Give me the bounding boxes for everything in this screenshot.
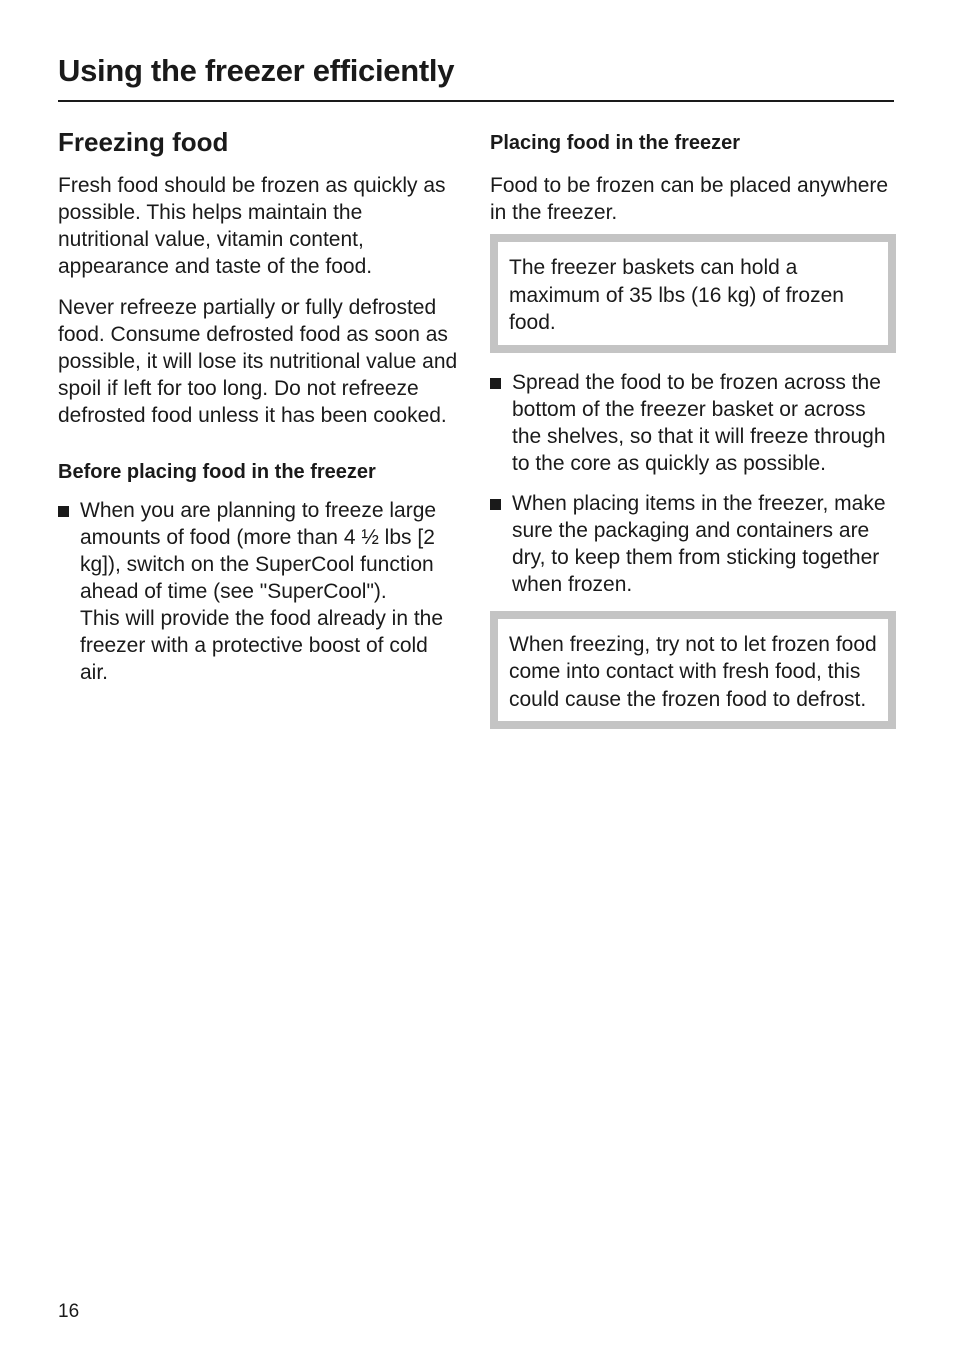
paragraph-never-refreeze: Never refreeze partially or fully defrosted food. Consume defrosted food as soon as possible, it will lose its nutritional value and spoil if left for too long. Do not refreeze defrosted food unless it has been cooked. bbox=[58, 296, 458, 427]
list-item bbox=[58, 497, 458, 686]
left-column bbox=[58, 126, 458, 699]
bullet-text-spread-food: Spread the food to be frozen across the bottom of the freezer basket or across the shelves, so that it will freeze through to the core as quickly as possible. bbox=[512, 370, 886, 475]
paragraph-placed-anywhere: Food to be frozen can be placed anywhere in the freezer. bbox=[490, 174, 889, 224]
right-column bbox=[490, 126, 896, 745]
bullet-text-dry-packaging: When placing items in the freezer, make sure the packaging and containers are dry, to keep them from sticking together when frozen. bbox=[512, 491, 886, 596]
subheading-before-placing: Before placing food in the freezer bbox=[58, 461, 376, 483]
square-bullet-icon bbox=[490, 490, 512, 598]
square-bullet-icon bbox=[58, 497, 80, 686]
bullet-text-supercool: When you are planning to freeze large amounts of food (more than 4 ½ lbs [2 kg]), switch on the SuperCool function ahead of time (see "SuperCool"). bbox=[80, 499, 437, 603]
paragraph-freeze-quickly: Fresh food should be frozen as quickly as possible. This helps maintain the nutritional value, vitamin content, appearance and taste of the food. bbox=[58, 174, 446, 278]
square-bullet-icon bbox=[490, 369, 512, 477]
page-number: 16 bbox=[58, 1301, 80, 1322]
list-item bbox=[490, 490, 896, 598]
bullet-text-protective-boost: This will provide the food already in the freezer with a protective boost of cold air. bbox=[80, 607, 444, 684]
page-title: Using the freezer efficiently bbox=[58, 52, 894, 102]
section-heading-freezing-food: Freezing food bbox=[58, 127, 229, 157]
note-box-basket-capacity: The freezer baskets can hold a maximum of 35 lbs (16 kg) of frozen food. bbox=[490, 234, 896, 353]
list-item bbox=[490, 369, 896, 477]
note-box-avoid-contact: When freezing, try not to let frozen food come into contact with fresh food, this could cause the frozen food to defrost. bbox=[490, 611, 896, 730]
subheading-placing-food: Placing food in the freezer bbox=[490, 132, 741, 154]
before-placing-list bbox=[58, 497, 458, 686]
placing-food-list bbox=[490, 369, 896, 598]
